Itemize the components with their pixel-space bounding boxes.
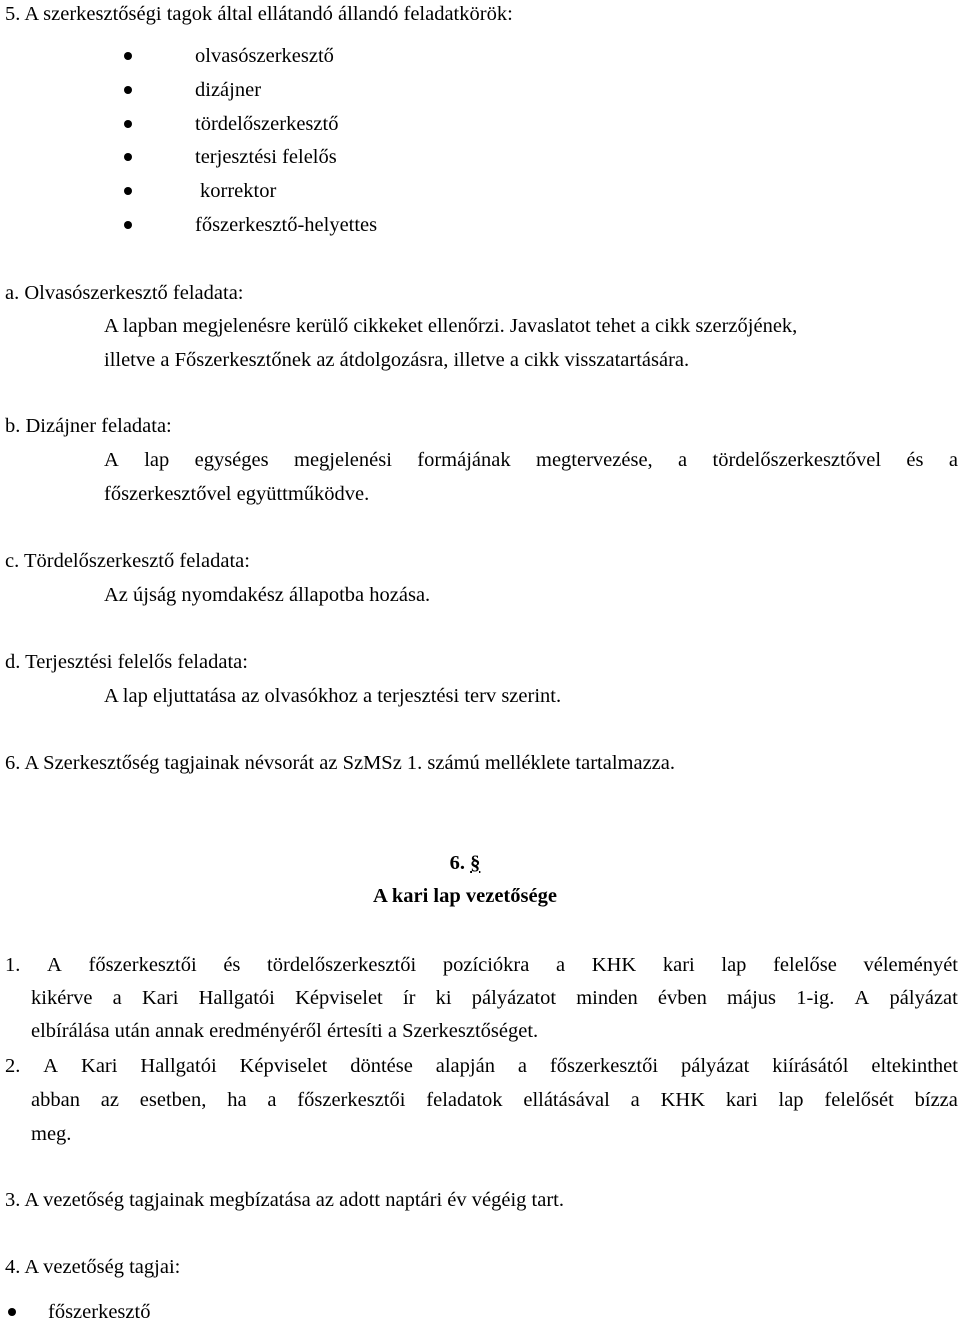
list-item: terjesztési felelős (195, 146, 337, 168)
bullet-icon (124, 86, 132, 94)
word: tördelőszerkesztővel (712, 449, 882, 471)
word: eltekinthet (871, 1055, 958, 1077)
task-c-text-line: Az újság nyomdakész állapotba hozása. (104, 584, 431, 606)
paragraph-1-line (31, 988, 958, 1009)
task-a-text-line: A lapban megjelenésre kerülő cikkeket ellenőrzi. Javaslatot tehet a cikk szerzőjének, (104, 315, 798, 337)
paragraph-2-line (31, 1090, 958, 1111)
section-sign: § (470, 852, 481, 874)
word: A (854, 987, 870, 1009)
item-6-text: 6. A Szerkesztőség tagjainak névsorát az SzMSz 1. számú melléklete tartalmazza. (5, 752, 675, 774)
bullet-icon (124, 153, 132, 161)
word: az (100, 1089, 119, 1111)
word: lap (778, 1089, 804, 1111)
list-item: tördelőszerkesztő (195, 113, 339, 135)
word: Hallgatói (140, 1055, 217, 1077)
word: ellátásával (523, 1089, 610, 1111)
word: kari (725, 1089, 758, 1111)
word: megjelenési (294, 449, 392, 471)
word: a (948, 449, 958, 471)
word: ír (402, 987, 416, 1009)
word: minden (576, 987, 638, 1009)
task-d-text-line: A lap eljuttatása az olvasókhoz a terjesztési terv szerint. (104, 685, 562, 707)
word: döntése (350, 1055, 413, 1077)
word: és (223, 954, 241, 976)
word: felelőse (773, 954, 837, 976)
word: Kari (141, 987, 179, 1009)
list-item: olvasószerkesztő (195, 45, 334, 67)
word: Képviselet (295, 987, 383, 1009)
word: pozíciókra (442, 954, 530, 976)
paragraph-1-line (5, 955, 958, 976)
bullet-icon (124, 221, 132, 229)
word: bízza (914, 1089, 958, 1111)
word: kiírásától (772, 1055, 849, 1077)
word: 1. (5, 954, 21, 976)
word: pályázatot (471, 987, 557, 1009)
paragraph-1-line: elbírálása után annak eredményéről értesíti a Szerkesztőséget. (31, 1020, 539, 1042)
word: megtervezése, (536, 449, 653, 471)
word: KHK (591, 954, 637, 976)
word: A (47, 954, 62, 976)
word: ki (435, 987, 452, 1009)
word: 1-ig. (796, 987, 835, 1009)
list-item: főszerkesztő-helyettes (195, 214, 378, 236)
bullet-icon (8, 1308, 16, 1316)
list-item: dizájner (195, 79, 262, 101)
word: alapján (435, 1055, 495, 1077)
word: feladatok (426, 1089, 503, 1111)
paragraph-2-line (5, 1056, 958, 1077)
word: kikérve (31, 987, 93, 1009)
task-b-text-line: főszerkesztővel együttműködve. (104, 483, 370, 505)
word: pályázat (889, 987, 958, 1009)
word: abban (31, 1089, 80, 1111)
word: Kari (81, 1055, 118, 1077)
word: A (43, 1055, 59, 1077)
word: főszerkesztői (549, 1055, 659, 1077)
task-c-title: c. Tördelőszerkesztő feladata: (5, 550, 250, 572)
word: főszerkesztői (297, 1089, 406, 1111)
paragraph-2-line: meg. (31, 1123, 72, 1145)
list-item: korrektor (200, 180, 277, 202)
word: egységes (194, 449, 269, 471)
word: lap (721, 954, 747, 976)
word: felelősét (824, 1089, 894, 1111)
word: és (906, 449, 924, 471)
bullet-icon (124, 120, 132, 128)
chapter-number (0, 853, 930, 874)
task-d-title: d. Terjesztési felelős feladata: (5, 651, 248, 673)
task-b-title: b. Dizájner feladata: (5, 415, 172, 437)
word: a (112, 987, 122, 1009)
word: évben (657, 987, 707, 1009)
word: a (267, 1089, 277, 1111)
word: lap (144, 449, 170, 471)
word: a (556, 954, 566, 976)
word: formájának (417, 449, 511, 471)
word: Képviselet (239, 1055, 328, 1077)
word: Hallgatói (198, 987, 275, 1009)
word: május (727, 987, 777, 1009)
word: a (678, 449, 688, 471)
chapter-number-text: 6. (449, 852, 465, 874)
chapter-title: A kari lap vezetősége (373, 885, 557, 907)
section-5-heading: 5. A szerkesztőségi tagok által ellátandó állandó feladatkörök: (5, 3, 513, 25)
task-b-text-line (104, 450, 958, 471)
word: ha (227, 1089, 247, 1111)
task-a-title: a. Olvasószerkesztő feladata: (5, 282, 244, 304)
word: pályázat (680, 1055, 750, 1077)
task-a-text-line: illetve a Főszerkesztőnek az átdolgozásra, illetve a cikk visszatartására. (104, 349, 690, 371)
word: esetben, (139, 1089, 207, 1111)
word: a (630, 1089, 640, 1111)
word: tördelőszerkesztői (267, 954, 417, 976)
word: főszerkesztői (88, 954, 197, 976)
word: a (517, 1055, 527, 1077)
word: véleményét (863, 954, 958, 976)
bullet-icon (124, 187, 132, 195)
paragraph-4-title: 4. A vezetőség tagjai: (5, 1256, 181, 1278)
list-item: főszerkesztő (48, 1301, 151, 1323)
word: kari (662, 954, 695, 976)
word: KHK (660, 1089, 706, 1111)
bullet-icon (124, 52, 132, 60)
word: A (104, 449, 119, 471)
paragraph-3: 3. A vezetőség tagjainak megbízatása az adott naptári év végéig tart. (5, 1189, 564, 1211)
word: 2. (5, 1055, 21, 1077)
